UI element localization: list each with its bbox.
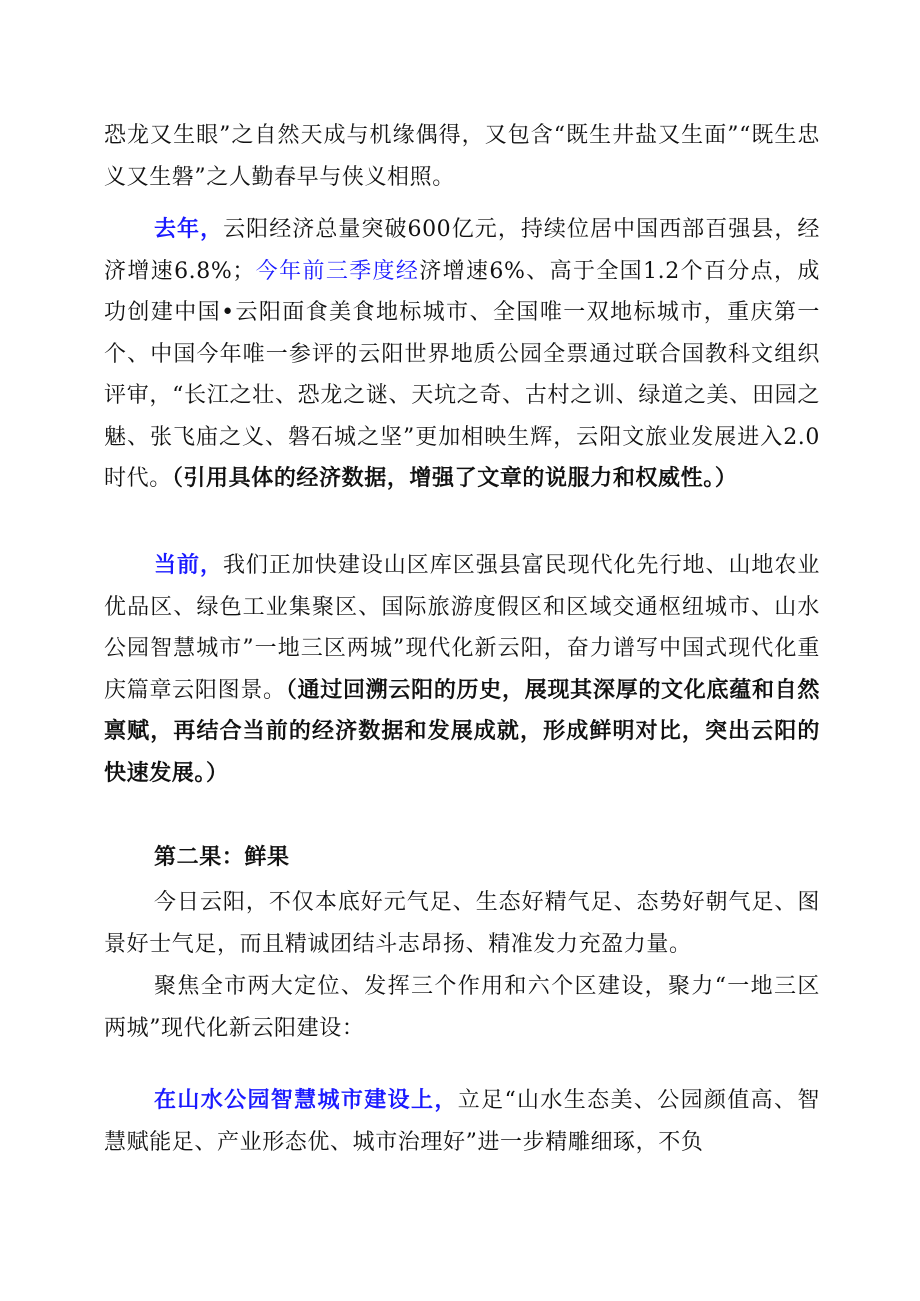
paragraph-3-text: 我们正加快建设山区库区强县富民现代化先行地、山地农业优品区、绿色工业集聚区、国际旅游度假区和区域交通枢纽城市、山水公园智慧城市”一地三区两城”现代化新云阳，奋力谱写中国式现代化重庆篇章云阳图景。 [104,553,820,703]
paragraph-3-lead: 当前， [154,552,223,578]
paragraph-7-lead: 在山水公园智慧城市建设上， [154,1087,458,1113]
paragraph-2-lead: 去年， [154,216,224,242]
paragraph-1 [104,115,820,198]
paragraph-2-text-a: 云阳经济总量突破600亿元，持续位居中国西部百强县，经济增速6.8%； [104,217,820,284]
paragraph-5 [104,882,820,965]
paragraph-1-text: 恐龙又生眼”之自然天成与机缘偶得，又包含“既生井盐又生面”“既生忠义又生磐”之人勤春早与侠义相照。 [104,123,820,190]
paragraph-7 [104,1080,820,1163]
paragraph-7-text: 立足“山水生态美、公园颜值高、智慧赋能足、产业形态优、城市治理好”进一步精雕细琢，不负 [104,1088,820,1155]
paragraph-2-annotation: （引用具体的经济数据，增强了文章的说服力和权威性。） [171,465,738,491]
paragraph-2-highlight: 今年前三季度经 [254,258,420,284]
paragraph-5-text: 今日云阳，不仅本底好元气足、生态好精气足、态势好朝气足、图景好士气足，而且精诚团结斗志昂扬、精准发力充盈力量。 [104,890,820,957]
paragraph-6 [104,966,820,1049]
paragraph-3 [104,545,820,794]
section-heading-text: 第二果：鲜果 [154,844,290,870]
paragraph-2-text-b: 济增速6%、高于全国1.2个百分点，成功创建中国•云阳面食美食地标城市、全国唯一双地标城市，重庆第一个、中国今年唯一参评的云阳世界地质公园全票通过联合国教科文组织评审，“长江之壮、恐龙之谜、天坑之奇、古村之训、绿道之美、田园之魅、张飞庙之义、磐石城之坚”更加相映生辉，云阳文旅业发展进入2.0时代。 [104,258,820,491]
paragraph-3-annotation: （通过回溯云阳的历史，展现其深厚的文化底蕴和自然禀赋，再结合当前的经济数据和发展成就，形成鲜明对比，突出云阳的快速发展。） [104,676,820,786]
paragraph-2 [104,209,820,500]
section-heading [104,837,820,879]
paragraph-6-text: 聚焦全市两大定位、发挥三个作用和六个区建设，聚力“一地三区两城”现代化新云阳建设： [104,974,820,1041]
